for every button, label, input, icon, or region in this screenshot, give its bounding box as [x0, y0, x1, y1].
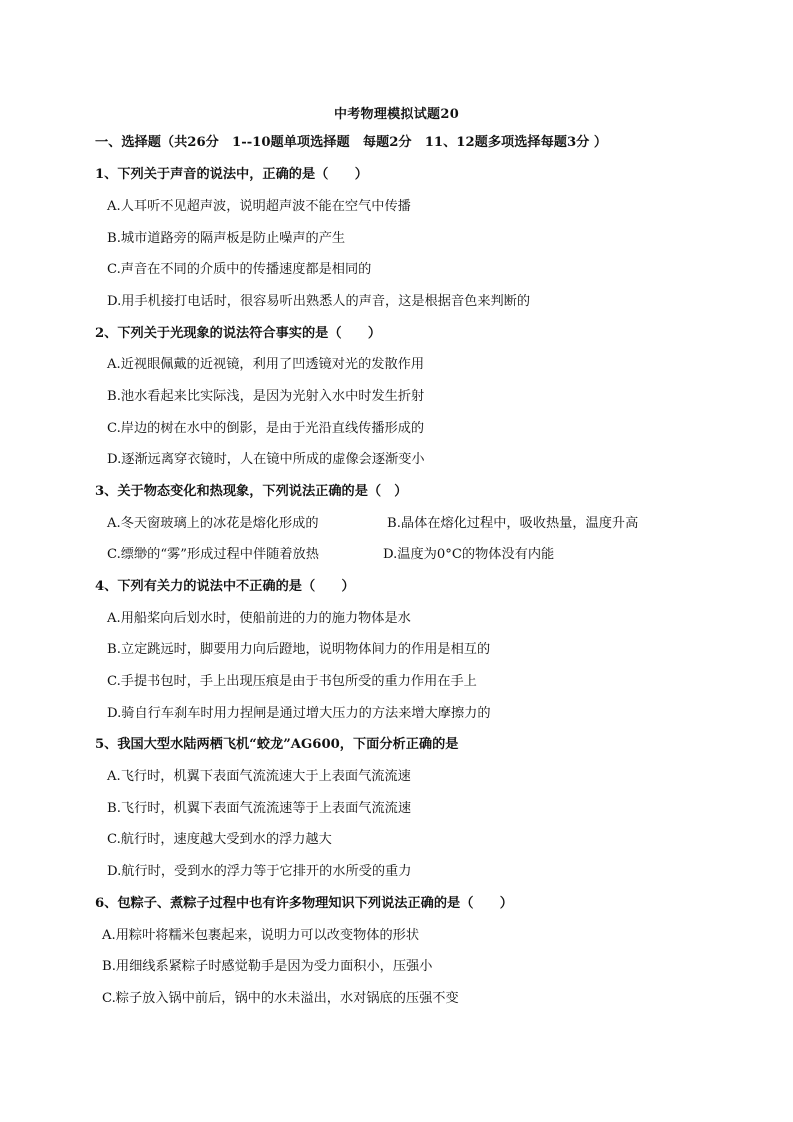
question-5-option-b: B.飞行时，机翼下表面气流流速等于上表面气流流速	[107, 801, 412, 816]
question-4-option-c: C.手提书包时，手上出现压痕是由于书包所受的重力作用在手上	[107, 674, 477, 689]
question-5-option-d: D.航行时，受到水的浮力等于它排开的水所受的重力	[107, 864, 412, 879]
question-2-option-d: D.逐渐远离穿衣镜时，人在镜中所成的虚像会逐渐变小	[107, 452, 425, 467]
question-5-option-c: C.航行时，速度越大受到水的浮力越大	[107, 832, 332, 847]
question-3-option-d: D.温度为0°C的物体没有内能	[383, 547, 555, 562]
question-3-stem: 3、关于物态变化和热现象，下列说法正确的是（ ）	[95, 484, 408, 499]
question-5-stem: 5、我国大型水陆两栖飞机“蛟龙”AG600，下面分析正确的是	[95, 737, 459, 752]
question-1-option-c: C.声音在不同的介质中的传播速度都是相同的	[107, 262, 372, 277]
question-6-option-b: B.用细线系紧粽子时感觉勒手是因为受力面积小，压强小	[102, 959, 433, 974]
question-1-option-a: A.人耳听不见超声波，说明超声波不能在空气中传播	[107, 199, 411, 214]
question-6-option-a: A.用粽叶将糯米包裹起来，说明力可以改变物体的形状	[102, 928, 420, 943]
question-4-option-d: D.骑自行车刹车时用力捏闸是通过增大压力的方法来增大摩擦力的	[107, 706, 491, 721]
exam-title: 中考物理模拟试题20	[333, 107, 460, 122]
question-1-option-b: B.城市道路旁的隔声板是防止噪声的产生	[107, 231, 346, 246]
question-5-option-a: A.飞行时，机翼下表面气流流速大于上表面气流流速	[107, 769, 411, 784]
question-4-option-a: A.用船桨向后划水时，使船前进的力的施力物体是水	[107, 611, 411, 626]
question-2-option-c: C.岸边的树在水中的倒影，是由于光沿直线传播形成的	[107, 421, 425, 436]
question-3-option-c: C.缥缈的“雾”形成过程中伴随着放热	[107, 547, 319, 562]
question-4-stem: 4、下列有关力的说法中不正确的是（ ）	[95, 579, 355, 594]
section-heading: 一、选择题（共26分 1--10题单项选择题 每题2分 11、12题多项选择每题3分 ）	[95, 135, 608, 150]
question-6-stem: 6、包粽子、煮粽子过程中也有许多物理知识下列说法正确的是（ ）	[95, 896, 513, 911]
question-4-option-b: B.立定跳远时，脚要用力向后蹬地，说明物体间力的作用是相互的	[107, 642, 491, 657]
question-1-stem: 1、下列关于声音的说法中，正确的是（ ）	[95, 167, 368, 182]
question-2-option-a: A.近视眼佩戴的近视镜，利用了凹透镜对光的发散作用	[107, 357, 425, 372]
question-6-option-c: C.粽子放入锅中前后，锅中的水未溢出，水对锅底的压强不变	[102, 991, 459, 1006]
question-2-option-b: B.池水看起来比实际浅，是因为光射入水中时发生折射	[107, 389, 425, 404]
question-3-option-b: B.晶体在熔化过程中，吸收热量，温度升高	[387, 516, 639, 531]
question-3-option-a: A.冬天窗玻璃上的冰花是熔化形成的	[107, 516, 319, 531]
question-1-option-d: D.用手机接打电话时，很容易听出熟悉人的声音，这是根据音色来判断的	[107, 294, 531, 309]
question-2-stem: 2、下列关于光现象的说法符合事实的是（ ）	[95, 326, 382, 341]
